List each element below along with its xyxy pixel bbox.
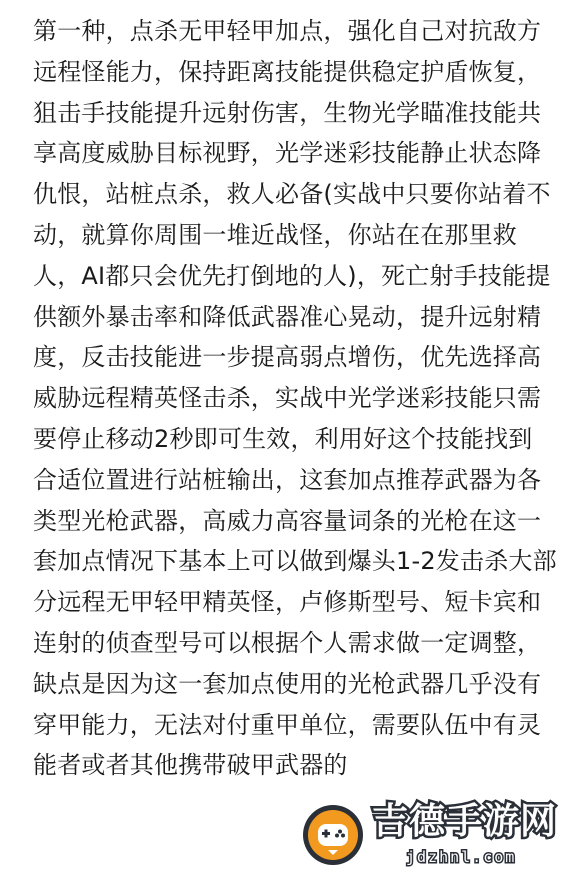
article-line: 远程怪能力，保持距离技能提供稳定护盾恢复，	[33, 57, 542, 86]
article-line: 能者或者其他携带破甲武器的	[33, 751, 348, 780]
article-line: 仇恨，站桩点杀，救人必备(实战中只要你站着不	[33, 180, 551, 209]
article-line: 要停止移动2秒即可生效，利用好这个技能找到	[33, 424, 533, 453]
watermark-title: 吉德手游网	[372, 801, 558, 842]
article-line: 狙击手技能提升远射伤害，生物光学瞄准技能共	[33, 98, 542, 127]
article-line: 供额外暴击率和降低武器准心晃动，提升远射精	[33, 302, 542, 331]
article-line: 类型光枪武器，高威力高容量词条的光枪在这一	[33, 506, 542, 535]
article-line: 缺点是因为这一套加点使用的光枪武器几乎没有	[33, 669, 542, 698]
article-line: 连射的侦查型号可以根据个人需求做一定调整，	[33, 628, 542, 657]
article-line: 享高度威胁目标视野，光学迷彩技能静止状态降	[33, 139, 542, 168]
article-line: 动，就算你周围一堆近战怪，你站在在那里救	[33, 220, 517, 249]
article-line: 人，AI都只会优先打倒地的人)，死亡射手技能提	[33, 261, 551, 290]
watermark-url: jdzhnl.com	[406, 848, 517, 866]
article-line: 分远程无甲轻甲精英怪，卢修斯型号、短卡宾和	[33, 588, 542, 617]
article-line: 套加点情况下基本上可以做到爆头1-2发击杀大部	[33, 547, 557, 576]
article-line: 度，反击技能进一步提高弱点增伤，优先选择高	[33, 343, 542, 372]
jide-logo-icon	[300, 802, 366, 868]
article-line: 威胁远程精英怪击杀，实战中光学迷彩技能只需	[33, 384, 542, 413]
article-line: 合适位置进行站桩输出，这套加点推荐武器为各	[33, 465, 542, 494]
site-watermark	[300, 798, 566, 872]
article-line: 穿甲能力，无法对付重甲单位，需要队伍中有灵	[33, 710, 542, 739]
article-line: 第一种，点杀无甲轻甲加点，强化自己对抗敌方	[33, 17, 542, 45]
article-body	[33, 11, 557, 786]
